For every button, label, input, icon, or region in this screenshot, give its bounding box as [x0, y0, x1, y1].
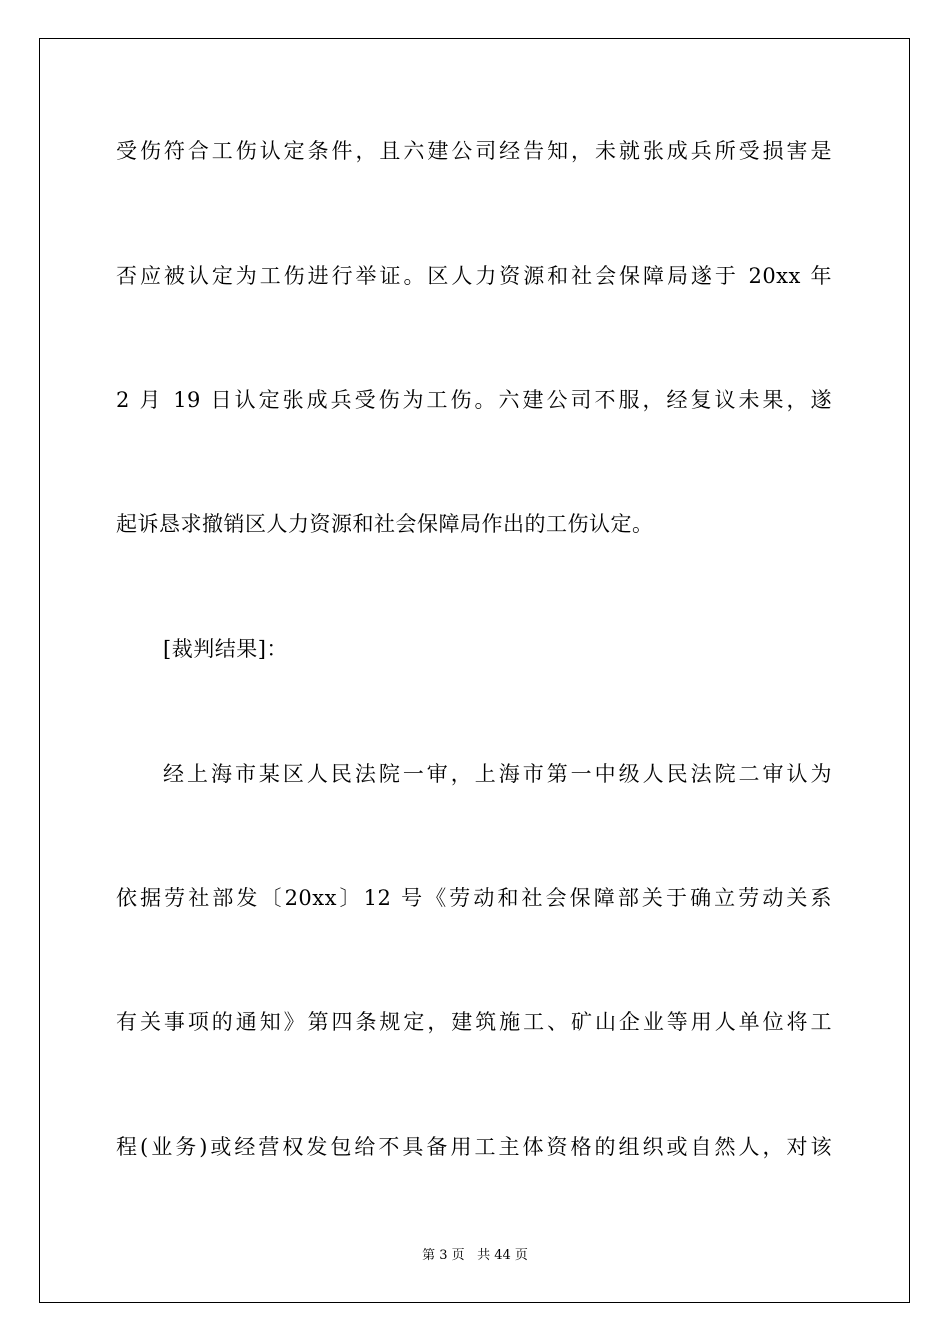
body-text-line: 受伤符合工伤认定条件，且六建公司经告知，未就张成兵所受损害是	[116, 139, 832, 163]
section-heading: [裁判结果]：	[163, 637, 288, 661]
page-footer	[0, 1247, 950, 1265]
body-text-line: 经上海市某区人民法院一审，上海市第一中级人民法院二审认为	[163, 762, 832, 786]
body-text-line: 2 月 19 日认定张成兵受伤为工伤。六建公司不服，经复议未果，遂	[116, 388, 832, 412]
page-number: 第 3 页	[422, 1248, 465, 1263]
body-text-line: 否应被认定为工伤进行举证。区人力资源和社会保障局遂于 20xx 年	[116, 264, 832, 288]
page-total: 共 44 页	[477, 1248, 528, 1263]
body-text-line: 有关事项的通知》第四条规定，建筑施工、矿山企业等用人单位将工	[116, 1010, 832, 1034]
body-text-line: 程(业务)或经营权发包给不具备用工主体资格的组织或自然人，对该	[116, 1135, 832, 1159]
page-border	[39, 38, 910, 1303]
body-text-line: 依据劳社部发〔20xx〕12 号《劳动和社会保障部关于确立劳动关系	[116, 886, 832, 910]
body-text-line: 起诉恳求撤销区人力资源和社会保障局作出的工伤认定。	[116, 512, 654, 536]
